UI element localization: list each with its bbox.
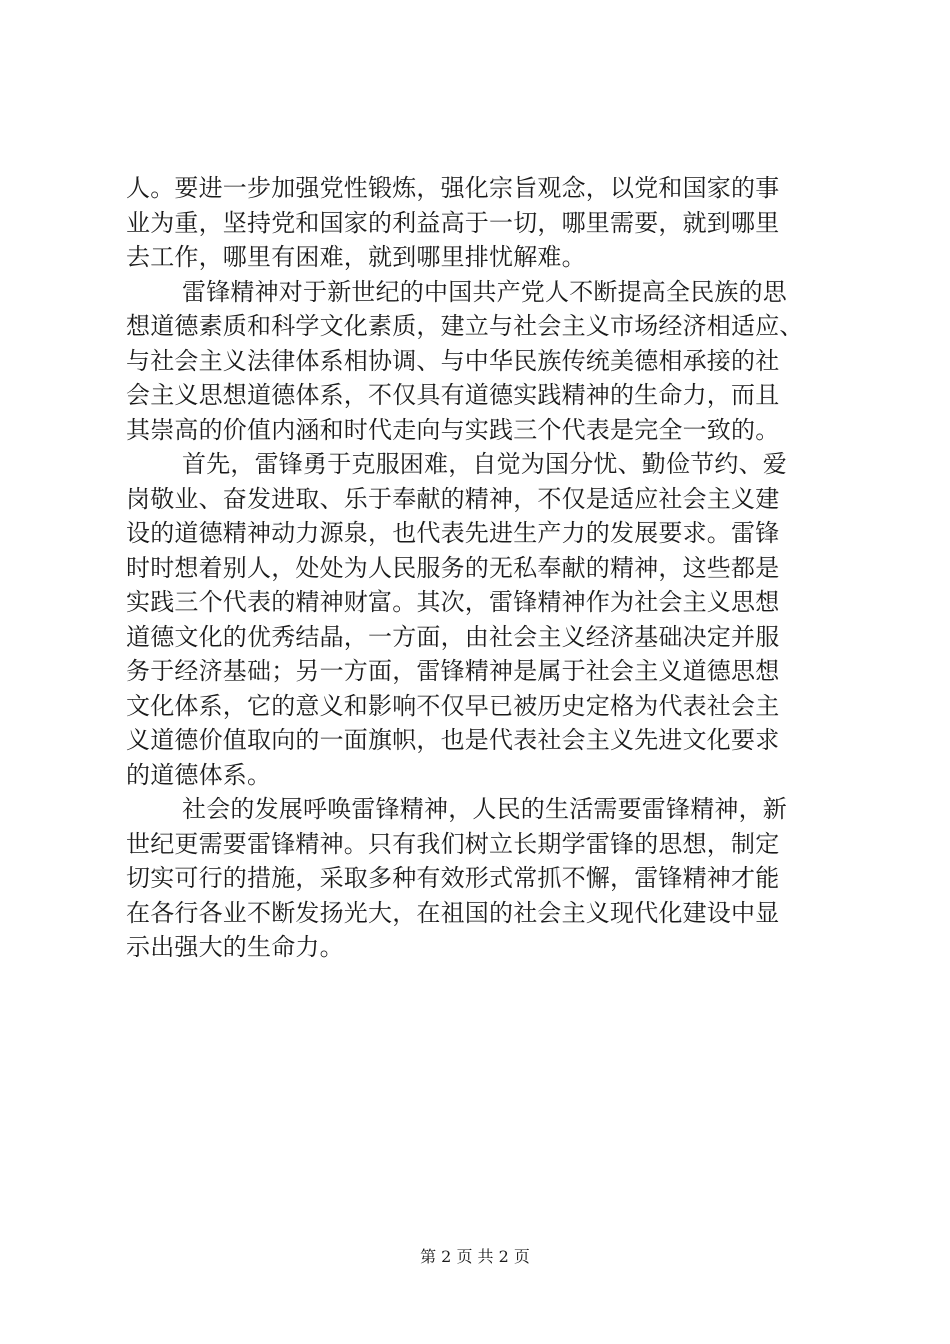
paragraph-4 [126,792,826,965]
text-line: 社会的发展呼唤雷锋精神，人民的生活需要雷锋精神，新 [182,795,787,823]
text-line: 岗敬业、奋发进取、乐于奉献的精神，不仅是适应社会主义建 [126,484,780,513]
text-line: 世纪更需要雷锋精神。只有我们树立长期学雷锋的思想，制定 [126,829,780,858]
text-line: 会主义思想道德体系，不仅具有道德实践精神的生命力，而且 [126,381,780,409]
text-line: 文化体系，它的意义和影响不仅早已被历史定格为代表社会主 [126,691,780,720]
paragraph-1 [126,171,826,275]
text-line: 想道德素质和科学文化素质，建立与社会主义市场经济相适应、 [126,312,804,340]
text-line: 雷锋精神对于新世纪的中国共产党人不断提高全民族的思 [182,277,787,306]
text-line: 实践三个代表的精神财富。其次，雷锋精神作为社会主义思想 [126,588,780,616]
text-line: 与社会主义法律体系相协调、与中华民族传统美德相承接的社 [126,346,780,375]
document-body [126,171,826,965]
text-line: 切实可行的措施，采取多种有效形式常抓不懈，雷锋精神才能 [126,864,780,892]
text-line: 示出强大的生命力。 [126,933,344,961]
paragraph-3 [126,447,826,792]
text-line: 在各行各业不断发扬光大，在祖国的社会主义现代化建设中显 [126,898,780,927]
text-line: 义道德价值取向的一面旗帜，也是代表社会主义先进文化要求 [126,726,780,754]
text-line: 业为重，坚持党和国家的利益高于一切，哪里需要，就到哪里 [126,208,780,237]
text-line: 设的道德精神动力源泉，也代表先进生产力的发展要求。雷锋 [126,519,780,547]
text-line: 道德文化的优秀结晶，一方面，由社会主义经济基础决定并服 [126,622,780,651]
text-line: 人。要进一步加强党性锻炼，强化宗旨观念，以党和国家的事 [126,174,780,202]
text-line: 首先，雷锋勇于克服困难，自觉为国分忧、勤俭节约、爱 [182,450,787,478]
text-line: 其崇高的价值内涵和时代走向与实践三个代表是完全一致的。 [126,415,780,444]
page-footer [0,1244,950,1267]
paragraph-2 [126,275,826,448]
text-line: 务于经济基础；另一方面，雷锋精神是属于社会主义道德思想 [126,657,780,685]
text-line: 的道德体系。 [126,760,272,789]
text-line: 时时想着别人，处处为人民服务的无私奉献的精神，这些都是 [126,553,780,582]
text-line: 去工作，哪里有困难，就到哪里排忧解难。 [126,243,586,271]
page-number-label: 第 2 页 共 2 页 [420,1247,530,1266]
